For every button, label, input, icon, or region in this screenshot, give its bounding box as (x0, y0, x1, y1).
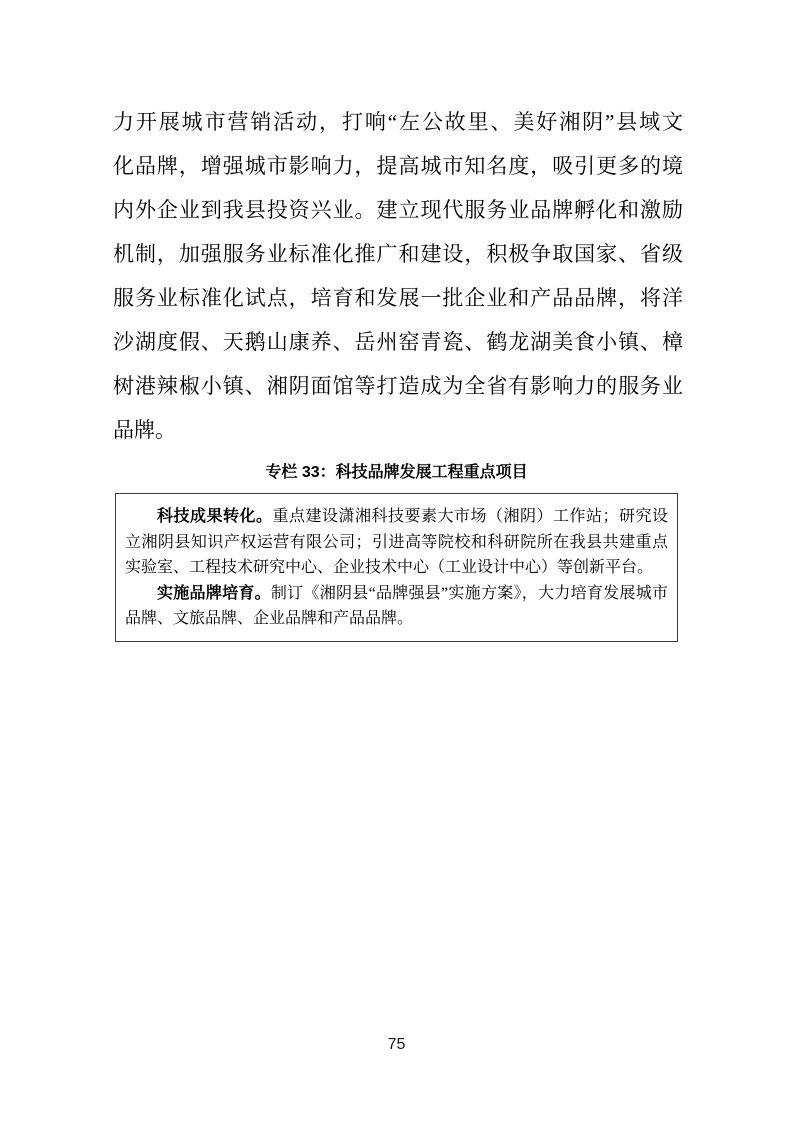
page-number: 75 (387, 1036, 406, 1053)
callout-paragraph (125, 581, 668, 632)
callout-paragraph-lead: 科技成果转化。 (157, 508, 273, 525)
body-line: 力开展城市营销活动，打响“左公故里、美好湘阴”县域文 (113, 110, 683, 134)
body-paragraph (113, 100, 683, 452)
callout-paragraph-lead: 实施品牌培育。 (157, 584, 271, 602)
body-line: 树港辣椒小镇、湘阴面馆等打造成为全省有影响力的服务业 (113, 374, 683, 398)
body-line: 内外企业到我县投资兴业。建立现代服务业品牌孵化和激励 (113, 198, 683, 222)
callout-heading: 专栏 33：科技品牌发展工程重点项目 (265, 464, 528, 481)
body-line: 化品牌，增强城市影响力，提高城市知名度，吸引更多的境 (113, 154, 683, 178)
body-line: 服务业标准化试点，培育和发展一批企业和产品品牌，将洋 (113, 286, 683, 310)
body-line: 沙湖度假、天鹅山康养、岳州窑青瓷、鹤龙湖美食小镇、樟 (113, 330, 683, 354)
callout-box (115, 493, 678, 642)
callout-paragraph-text: 重点建设潇湘科技要素大市场（湘阴）工作站；研究设立湘阴县知识产权运营有限公司；引进高等院校和科研院所在我县共建重点实验室、工程技术研究中心、企业技术中心（工业设计中心）等创新平台。 (125, 508, 668, 576)
body-line: 机制，加强服务业标准化推广和建设，积极争取国家、省级 (113, 242, 683, 266)
body-line: 品牌。 (113, 418, 176, 442)
callout-paragraph (125, 504, 668, 581)
callout-paragraph-text: 制订《湘阴县“品牌强县”实施方案》，大力培育发展城市品牌、文旅品牌、企业品牌和产品品牌。 (125, 584, 668, 627)
